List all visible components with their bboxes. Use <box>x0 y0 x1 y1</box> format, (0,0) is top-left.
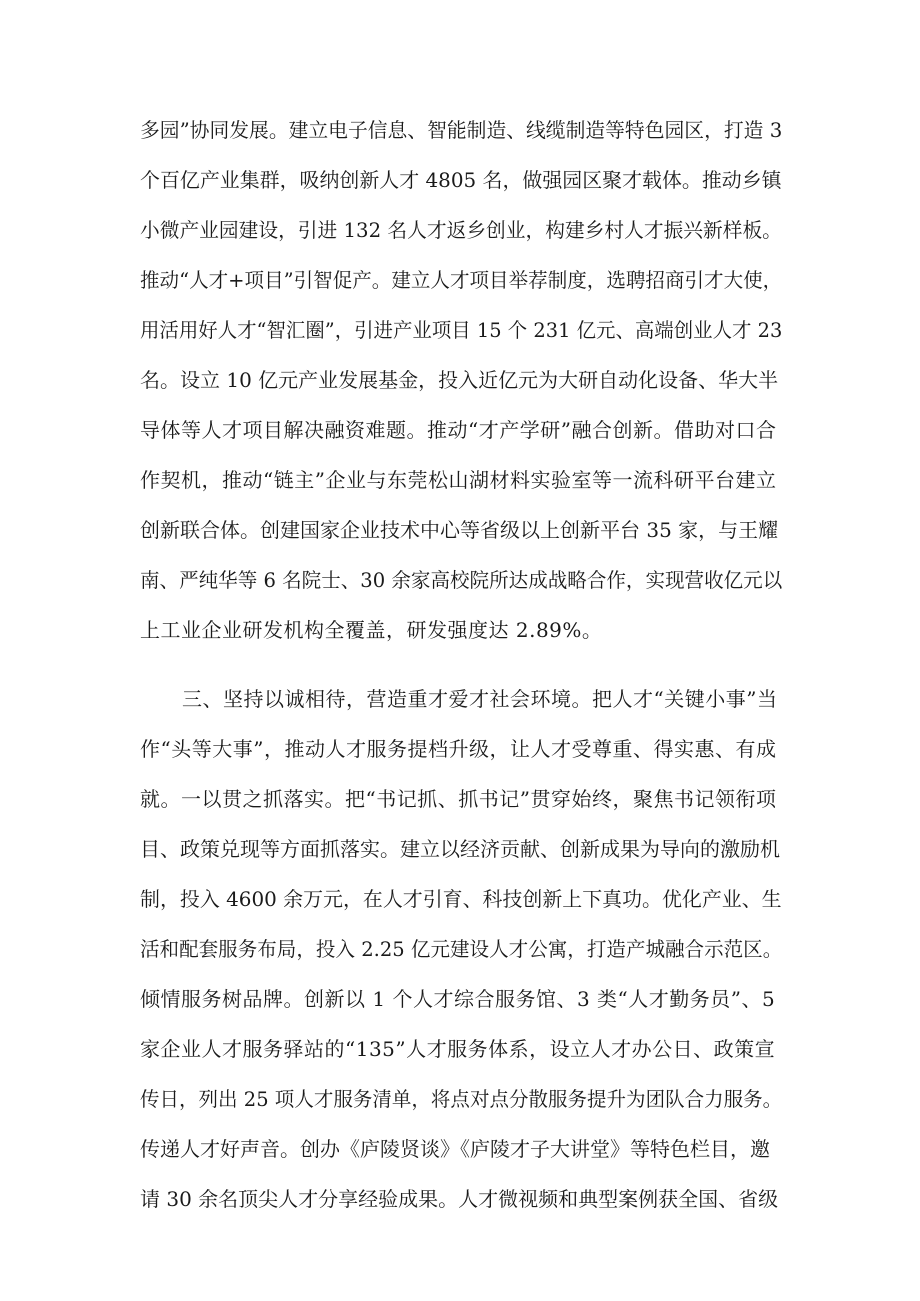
text-line: 名。设立 10 亿元产业发展基金，投入近亿元为大研自动化设备、华大半 <box>140 368 779 392</box>
text-line: 小微产业园建设，引进 132 名人才返乡创业，构建乡村人才振兴新样板。 <box>140 218 782 242</box>
text-line: 家企业人才服务驿站的“135”人才服务体系，设立人才办公日、政策宣 <box>140 1037 776 1061</box>
text-line: 就。一以贯之抓落实。把“书记抓、抓书记”贯穿始终，聚焦书记领衔项 <box>140 787 777 811</box>
text-line: 多园”协同发展。建立电子信息、智能制造、线缆制造等特色园区，打造 3 <box>140 118 783 142</box>
text-line: 目、政策兑现等方面抓落实。建立以经济贡献、创新成果为导向的激励机 <box>140 837 780 861</box>
text-line: 个百亿产业集群，吸纳创新人才 4805 名，做强园区聚才载体。推动乡镇 <box>140 168 782 192</box>
text-line: 倾情服务树品牌。创新以 1 个人才综合服务馆、3 类“人才勤务员”、5 <box>140 987 776 1011</box>
text-line: 导体等人才项目解决融资难题。推动“才产学研”融合创新。借助对口合 <box>140 418 777 442</box>
text-line: 创新联合体。创建国家企业技术中心等省级以上创新平台 35 家，与王耀 <box>140 518 779 542</box>
text-line: 用活用好人才“智汇圈”，引进产业项目 15 个 231 亿元、高端创业人才 23 <box>140 318 783 342</box>
text-line: 作“头等大事”，推动人才服务提档升级，让人才受尊重、得实惠、有成 <box>140 737 777 761</box>
text-line: 作契机，推动“链主”企业与东莞松山湖材料实验室等一流科研平台建立 <box>140 468 777 492</box>
text-line: 制，投入 4600 余万元，在人才引育、科技创新上下真功。优化产业、生 <box>140 887 782 911</box>
text-line: 推动“人才+项目”引智促产。建立人才项目举荐制度，选聘招商引才大使， <box>140 268 783 292</box>
text-line: 请 30 余名顶尖人才分享经验成果。人才微视频和典型案例获全国、省级 <box>140 1187 779 1211</box>
text-line: 南、严纯华等 6 名院士、30 余家高校院所达成战略合作，实现营收亿元以 <box>140 568 783 592</box>
text-line: 上工业企业研发机构全覆盖，研发强度达 2.89%。 <box>140 618 603 642</box>
text-line: 传日，列出 25 项人才服务清单，将点对点分散服务提升为团队合力服务。 <box>140 1087 783 1111</box>
text-line: 传递人才好声音。创办《庐陵贤谈》《庐陵才子大讲堂》等特色栏目，邀 <box>140 1137 770 1161</box>
section-heading-line: 三、坚持以诚相待，营造重才爱才社会环境。把人才“关键小事”当 <box>182 687 778 711</box>
text-line: 活和配套服务布局，投入 2.25 亿元建设人才公寓，打造产城融合示范区。 <box>140 937 783 961</box>
